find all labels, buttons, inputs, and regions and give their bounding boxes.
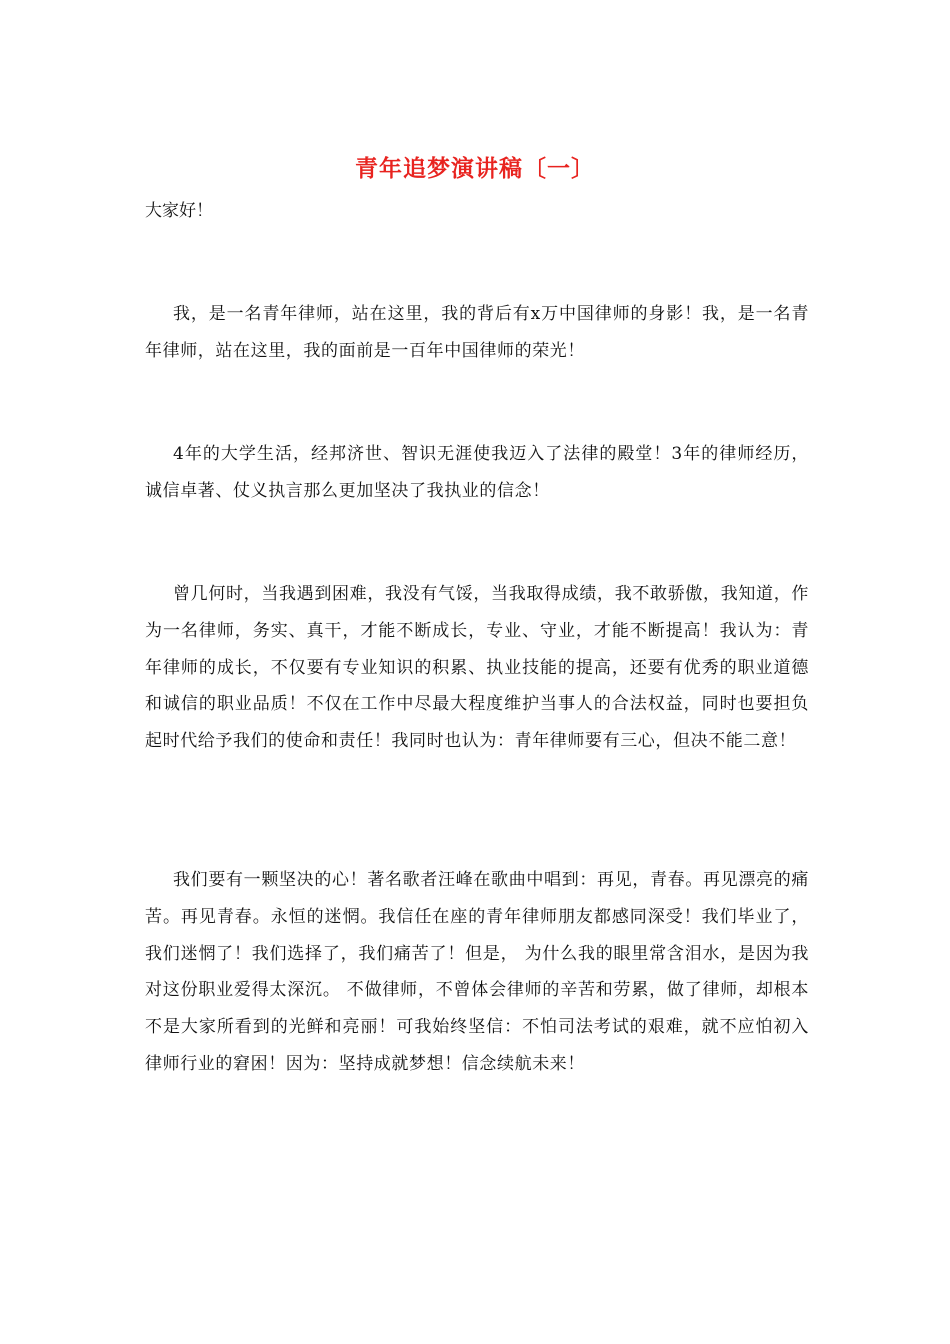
paragraph-2: 4年的大学生活，经邦济世、智识无涯使我迈入了法律的殿堂！3年的律师经历，诚信卓著、仗义执言那么更加坚决了我执业的信念！ bbox=[145, 444, 809, 501]
paragraph-1: 我，是一名青年律师，站在这里，我的背后有x万中国律师的身影！我，是一名青年律师，站在这里，我的面前是一百年中国律师的荣光！ bbox=[145, 304, 809, 361]
document-title: 青年追梦演讲稿〔一〕 bbox=[355, 155, 595, 182]
paragraph-4: 我们要有一颗坚决的心！著名歌者汪峰在歌曲中唱到：再见，青春。再见漂亮的痛苦。再见青春。永恒的迷惘。我信任在座的青年律师朋友都感同深受！我们毕业了，我们迷惘了！我们选择了，我们痛苦了！但是， 为什么我的眼里常含泪水，是因为我对这份职业爱得太深沉。 不做律师，不曾体会律师的辛苦和劳累，做了律师，却根本不是大家所看到的光鲜和亮丽！可我始终坚信：不怕司法考试的艰难，就不应怕初入律师行业的窘困！因为：坚持成就梦想！信念续航未来！ bbox=[145, 870, 809, 1074]
greeting-text: 大家好！ bbox=[145, 201, 213, 221]
paragraph-3: 曾几何时，当我遇到困难，我没有气馁，当我取得成绩，我不敢骄傲，我知道，作为一名律师，务实、真干，才能不断成长，专业、守业，才能不断提高！我认为：青年律师的成长，不仅要有专业知识的积累、执业技能的提高，还要有优秀的职业道德和诚信的职业品质！不仅在工作中尽最大程度维护当事人的合法权益，同时也要担负起时代给予我们的使命和责任！我同时也认为：青年律师要有三心，但决不能二意！ bbox=[145, 584, 809, 752]
